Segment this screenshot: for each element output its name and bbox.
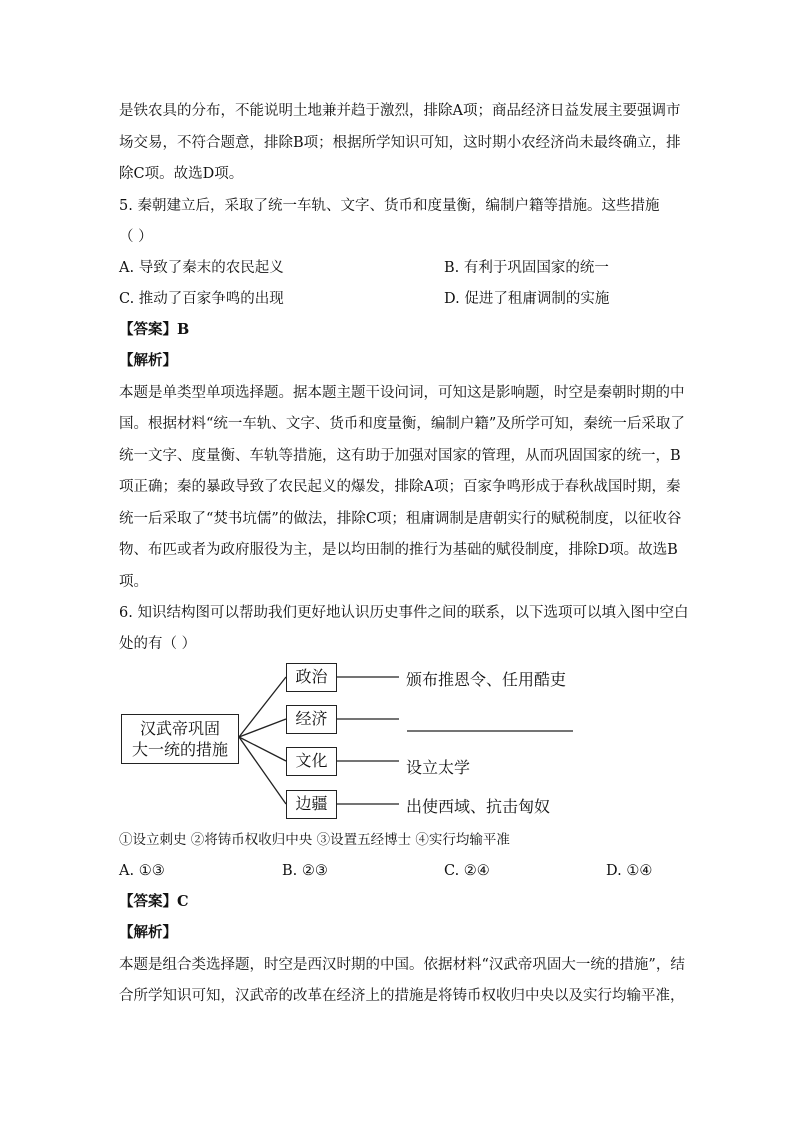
- q5-analysis-line: 国。根据材料“统一车轨、文字、货币和度量衡，编制户籍”及所学可知，秦统一后采取了: [119, 416, 685, 432]
- diagram-box-frontier: 边疆: [286, 790, 337, 819]
- connector-culture: [239, 737, 286, 761]
- q6-option-c: C. ②④: [444, 863, 490, 879]
- question-5-stem: 5. 秦朝建立后，采取了统一车轨、文字、货币和度量衡，编制户籍等措施。这些措施: [119, 198, 660, 214]
- diagram-box-politics: 政治: [286, 663, 337, 692]
- q5-option-a: A. 导致了秦末的农民起义: [119, 260, 284, 276]
- q6-option-b: B. ②③: [282, 863, 328, 879]
- q5-option-b: B. 有利于巩固国家的统一: [444, 260, 609, 276]
- q6-analysis-line: 本题是组合类选择题，时空是西汉时期的中国。依据材料“汉武帝巩固大一统的措施”，结: [119, 957, 685, 973]
- question-5-blank: （ ）: [119, 229, 153, 245]
- q5-analysis-line: 项。: [119, 574, 148, 590]
- diagram-root-line: 大一统的措施: [131, 740, 228, 759]
- diagram-text-culture: 设立太学: [406, 758, 471, 777]
- q6-analysis-label: 【解析】: [119, 924, 177, 941]
- diagram-root-box: [121, 714, 239, 764]
- paragraph-line: 是铁农具的分布，不能说明土地兼并趋于激烈，排除A项；商品经济日益发展主要强调市: [119, 103, 681, 119]
- paragraph-line: 场交易，不符合题意，排除B项；根据所学知识可知，这时期小农经济尚未最终确立，排: [119, 135, 681, 151]
- connector-frontier: [239, 737, 286, 804]
- q5-option-d: D. 促进了租庸调制的实施: [444, 291, 610, 307]
- q5-analysis-line: 统一文字、度量衡、车轨等措施，这有助于加强对国家的管理，从而巩固国家的统一，B: [119, 448, 681, 464]
- question-6-stem-cont: 处的有（ ）: [119, 636, 197, 652]
- diagram-root-line: 汉武帝巩固: [139, 719, 220, 738]
- paragraph-line: 除C项。故选D项。: [119, 166, 244, 182]
- q5-answer: 【答案】B: [119, 321, 190, 338]
- diagram-box-economy: 经济: [286, 705, 337, 734]
- q6-answer: 【答案】C: [119, 893, 189, 910]
- q5-analysis-label: 【解析】: [119, 352, 177, 369]
- q5-analysis-line: 物、布匹或者为政府服役为主，是以均田制的推行为基础的赋役制度，排除D项。故选B: [119, 542, 678, 558]
- q5-analysis-line: 项正确；秦的暴政导致了农民起义的爆发，排除A项；百家争鸣形成于春秋战国时期，秦: [119, 479, 681, 495]
- q6-option-d: D. ①④: [606, 863, 653, 879]
- question-6-stem: 6. 知识结构图可以帮助我们更好地认识历史事件之间的联系，以下选项可以填入图中空白: [119, 605, 689, 621]
- diagram-text-frontier: 出使西域、抗击匈奴: [406, 797, 551, 816]
- q6-items: ①设立刺史 ②将铸币权收归中央 ③设置五经博士 ④实行均输平准: [119, 832, 510, 848]
- q6-analysis-line: 合所学知识可知，汉武帝的改革在经济上的措施是将铸币权收归中央以及实行均输平准，: [119, 988, 685, 1004]
- q5-analysis-line: 统一后采取了“焚书坑儒”的做法，排除C项；租庸调制是唐朝实行的赋税制度，以征收谷: [119, 511, 682, 527]
- q5-option-c: C. 推动了百家争鸣的出现: [119, 291, 284, 307]
- q6-option-a: A. ①③: [119, 863, 165, 879]
- q5-analysis-line: 本题是单类型单项选择题。据本题主题干设问词，可知这是影响题，时空是秦朝时期的中: [119, 385, 685, 401]
- knowledge-structure-diagram: [119, 655, 599, 825]
- diagram-box-culture: 文化: [286, 747, 337, 776]
- diagram-text-politics: 颁布推恩令、任用酷吏: [406, 670, 567, 689]
